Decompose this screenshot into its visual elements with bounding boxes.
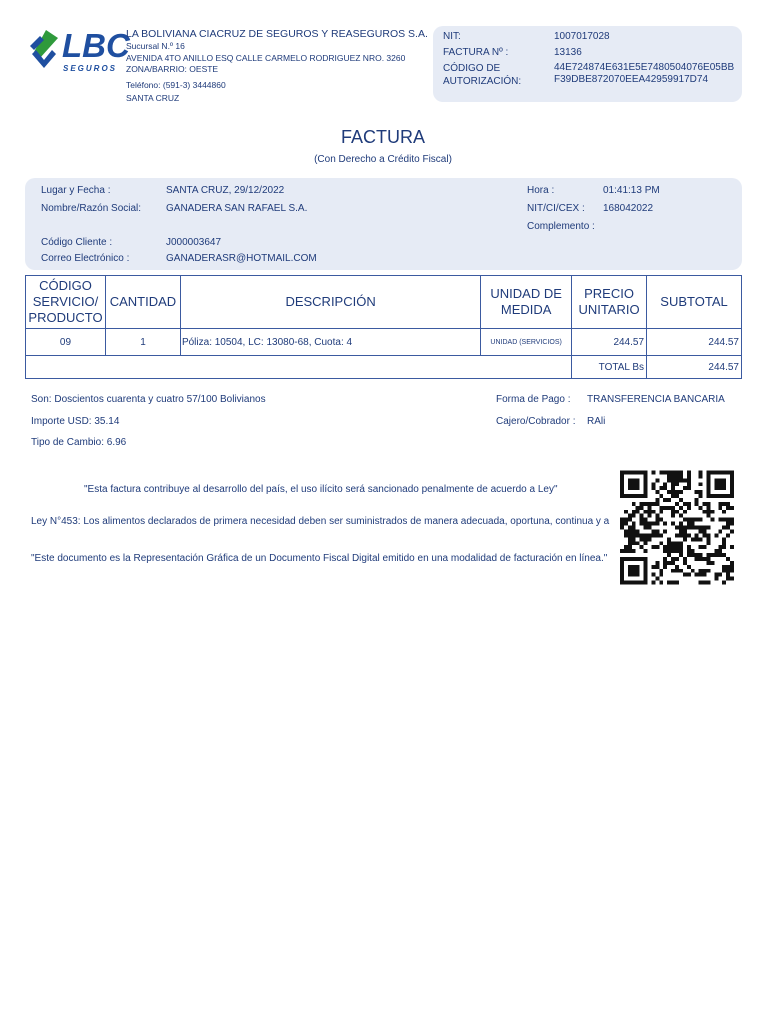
- nombre-label: Nombre/Razón Social:: [41, 203, 142, 214]
- company-city: SANTA CRUZ: [126, 93, 180, 103]
- header-codigo: [26, 276, 106, 329]
- forma-pago-label: Forma de Pago :: [496, 394, 571, 405]
- total-row: [26, 356, 742, 379]
- codigo-cliente-label: Código Cliente :: [41, 237, 113, 248]
- factura-value: 13136: [554, 47, 582, 58]
- client-info-box: [25, 178, 742, 270]
- legend-representacion: "Este documento es la Representación Gráfica de un Documento Fiscal Digital emitido en una modalidad de facturación en línea.": [31, 553, 608, 564]
- nit-label: NIT:: [443, 31, 461, 42]
- items-table: [25, 275, 742, 379]
- son-text: Son: Doscientos cuarenta y cuatro 57/100 Bolivianos: [31, 394, 266, 405]
- header-codigo-line1: CÓDIGO: [39, 278, 92, 293]
- total-spacer: [26, 356, 572, 379]
- importe-usd: Importe USD: 35.14: [31, 416, 120, 427]
- codigo-value-line2: F39DBE872070EEA42959917D74: [554, 74, 709, 85]
- tipo-cambio: Tipo de Cambio: 6.96: [31, 437, 127, 448]
- codigo-label-line2: AUTORIZACIÓN:: [443, 76, 522, 87]
- row-codigo: 09: [26, 329, 106, 356]
- page-subtitle: (Con Derecho a Crédito Fiscal): [314, 154, 452, 165]
- table-header-row: [26, 276, 742, 329]
- header-codigo-line3: PRODUCTO: [28, 310, 103, 325]
- company-name: LA BOLIVIANA CIACRUZ DE SEGUROS Y REASEGUROS S.A.: [126, 28, 428, 40]
- header-subtotal: SUBTOTAL: [647, 276, 742, 329]
- company-branch: Sucursal N.º 16: [126, 41, 185, 51]
- header-codigo-line2: SERVICIO/: [32, 294, 99, 309]
- header-cantidad: CANTIDAD: [105, 276, 180, 329]
- company-zone: ZONA/BARRIO: OESTE: [126, 64, 219, 74]
- cajero-value: RAli: [587, 416, 606, 427]
- hora-label: Hora :: [527, 185, 555, 196]
- header-unidad-line1: UNIDAD DE: [490, 286, 562, 301]
- factura-label: FACTURA Nº :: [443, 47, 509, 58]
- header-unidad: [481, 276, 572, 329]
- lbc-emblem-icon: [26, 28, 62, 76]
- codigo-value-line1: 44E724874E631E5E7480504076E05BB: [554, 62, 735, 73]
- logo-name: LBC: [62, 27, 130, 64]
- header-unidad-line2: MEDIDA: [500, 302, 552, 317]
- correo-value: GANADERASR@HOTMAIL.COM: [166, 253, 317, 264]
- row-unidad: UNIDAD (SERVICIOS): [481, 329, 572, 356]
- row-descripcion: Póliza: 10504, LC: 13080-68, Cuota: 4: [180, 329, 480, 356]
- logo-subtitle: SEGUROS: [63, 64, 118, 73]
- header-precio-line1: PRECIO: [584, 286, 634, 301]
- nit-value: 1007017028: [554, 31, 610, 42]
- row-cantidad: 1: [105, 329, 180, 356]
- qr-code-icon: [620, 469, 734, 586]
- forma-pago-value: TRANSFERENCIA BANCARIA: [587, 394, 725, 405]
- page-title: FACTURA: [340, 127, 425, 147]
- nitci-value: 168042022: [603, 203, 654, 214]
- lugar-value: SANTA CRUZ, 29/12/2022: [166, 185, 285, 196]
- invoice-header-box: [433, 26, 742, 102]
- total-value: 244.57: [647, 356, 742, 379]
- hora-value: 01:41:13 PM: [603, 185, 660, 196]
- table-row: [26, 329, 742, 356]
- company-phone: Teléfono: (591-3) 3444860: [126, 80, 226, 90]
- total-label: TOTAL Bs: [572, 356, 647, 379]
- company-logo: [26, 27, 130, 76]
- row-precio: 244.57: [572, 329, 647, 356]
- row-subtotal: 244.57: [647, 329, 742, 356]
- nitci-label: NIT/CI/CEX :: [527, 203, 585, 214]
- complemento-label: Complemento :: [527, 221, 595, 232]
- header-precio: [572, 276, 647, 329]
- codigo-cliente-value: J000003647: [166, 237, 222, 248]
- cajero-label: Cajero/Cobrador :: [496, 416, 576, 427]
- company-address: AVENIDA 4TO ANILLO ESQ CALLE CARMELO RODRIGUEZ NRO. 3260: [126, 53, 406, 63]
- legend-ley: "Esta factura contribuye al desarrollo del país, el uso ilícito será sancionado penalmente de acuerdo a Ley": [84, 484, 558, 495]
- lugar-label: Lugar y Fecha :: [41, 185, 111, 196]
- header-descripcion: DESCRIPCIÓN: [180, 276, 480, 329]
- header-precio-line2: UNITARIO: [578, 302, 640, 317]
- correo-label: Correo Electrónico :: [41, 253, 130, 264]
- legend-453: Ley N°453: Los alimentos declarados de primera necesidad deben ser suministrados de manera adecuada, oportuna, continua y a: [31, 516, 610, 527]
- codigo-label-line1: CÓDIGO DE: [443, 63, 501, 74]
- nombre-value: GANADERA SAN RAFAEL S.A.: [166, 203, 308, 214]
